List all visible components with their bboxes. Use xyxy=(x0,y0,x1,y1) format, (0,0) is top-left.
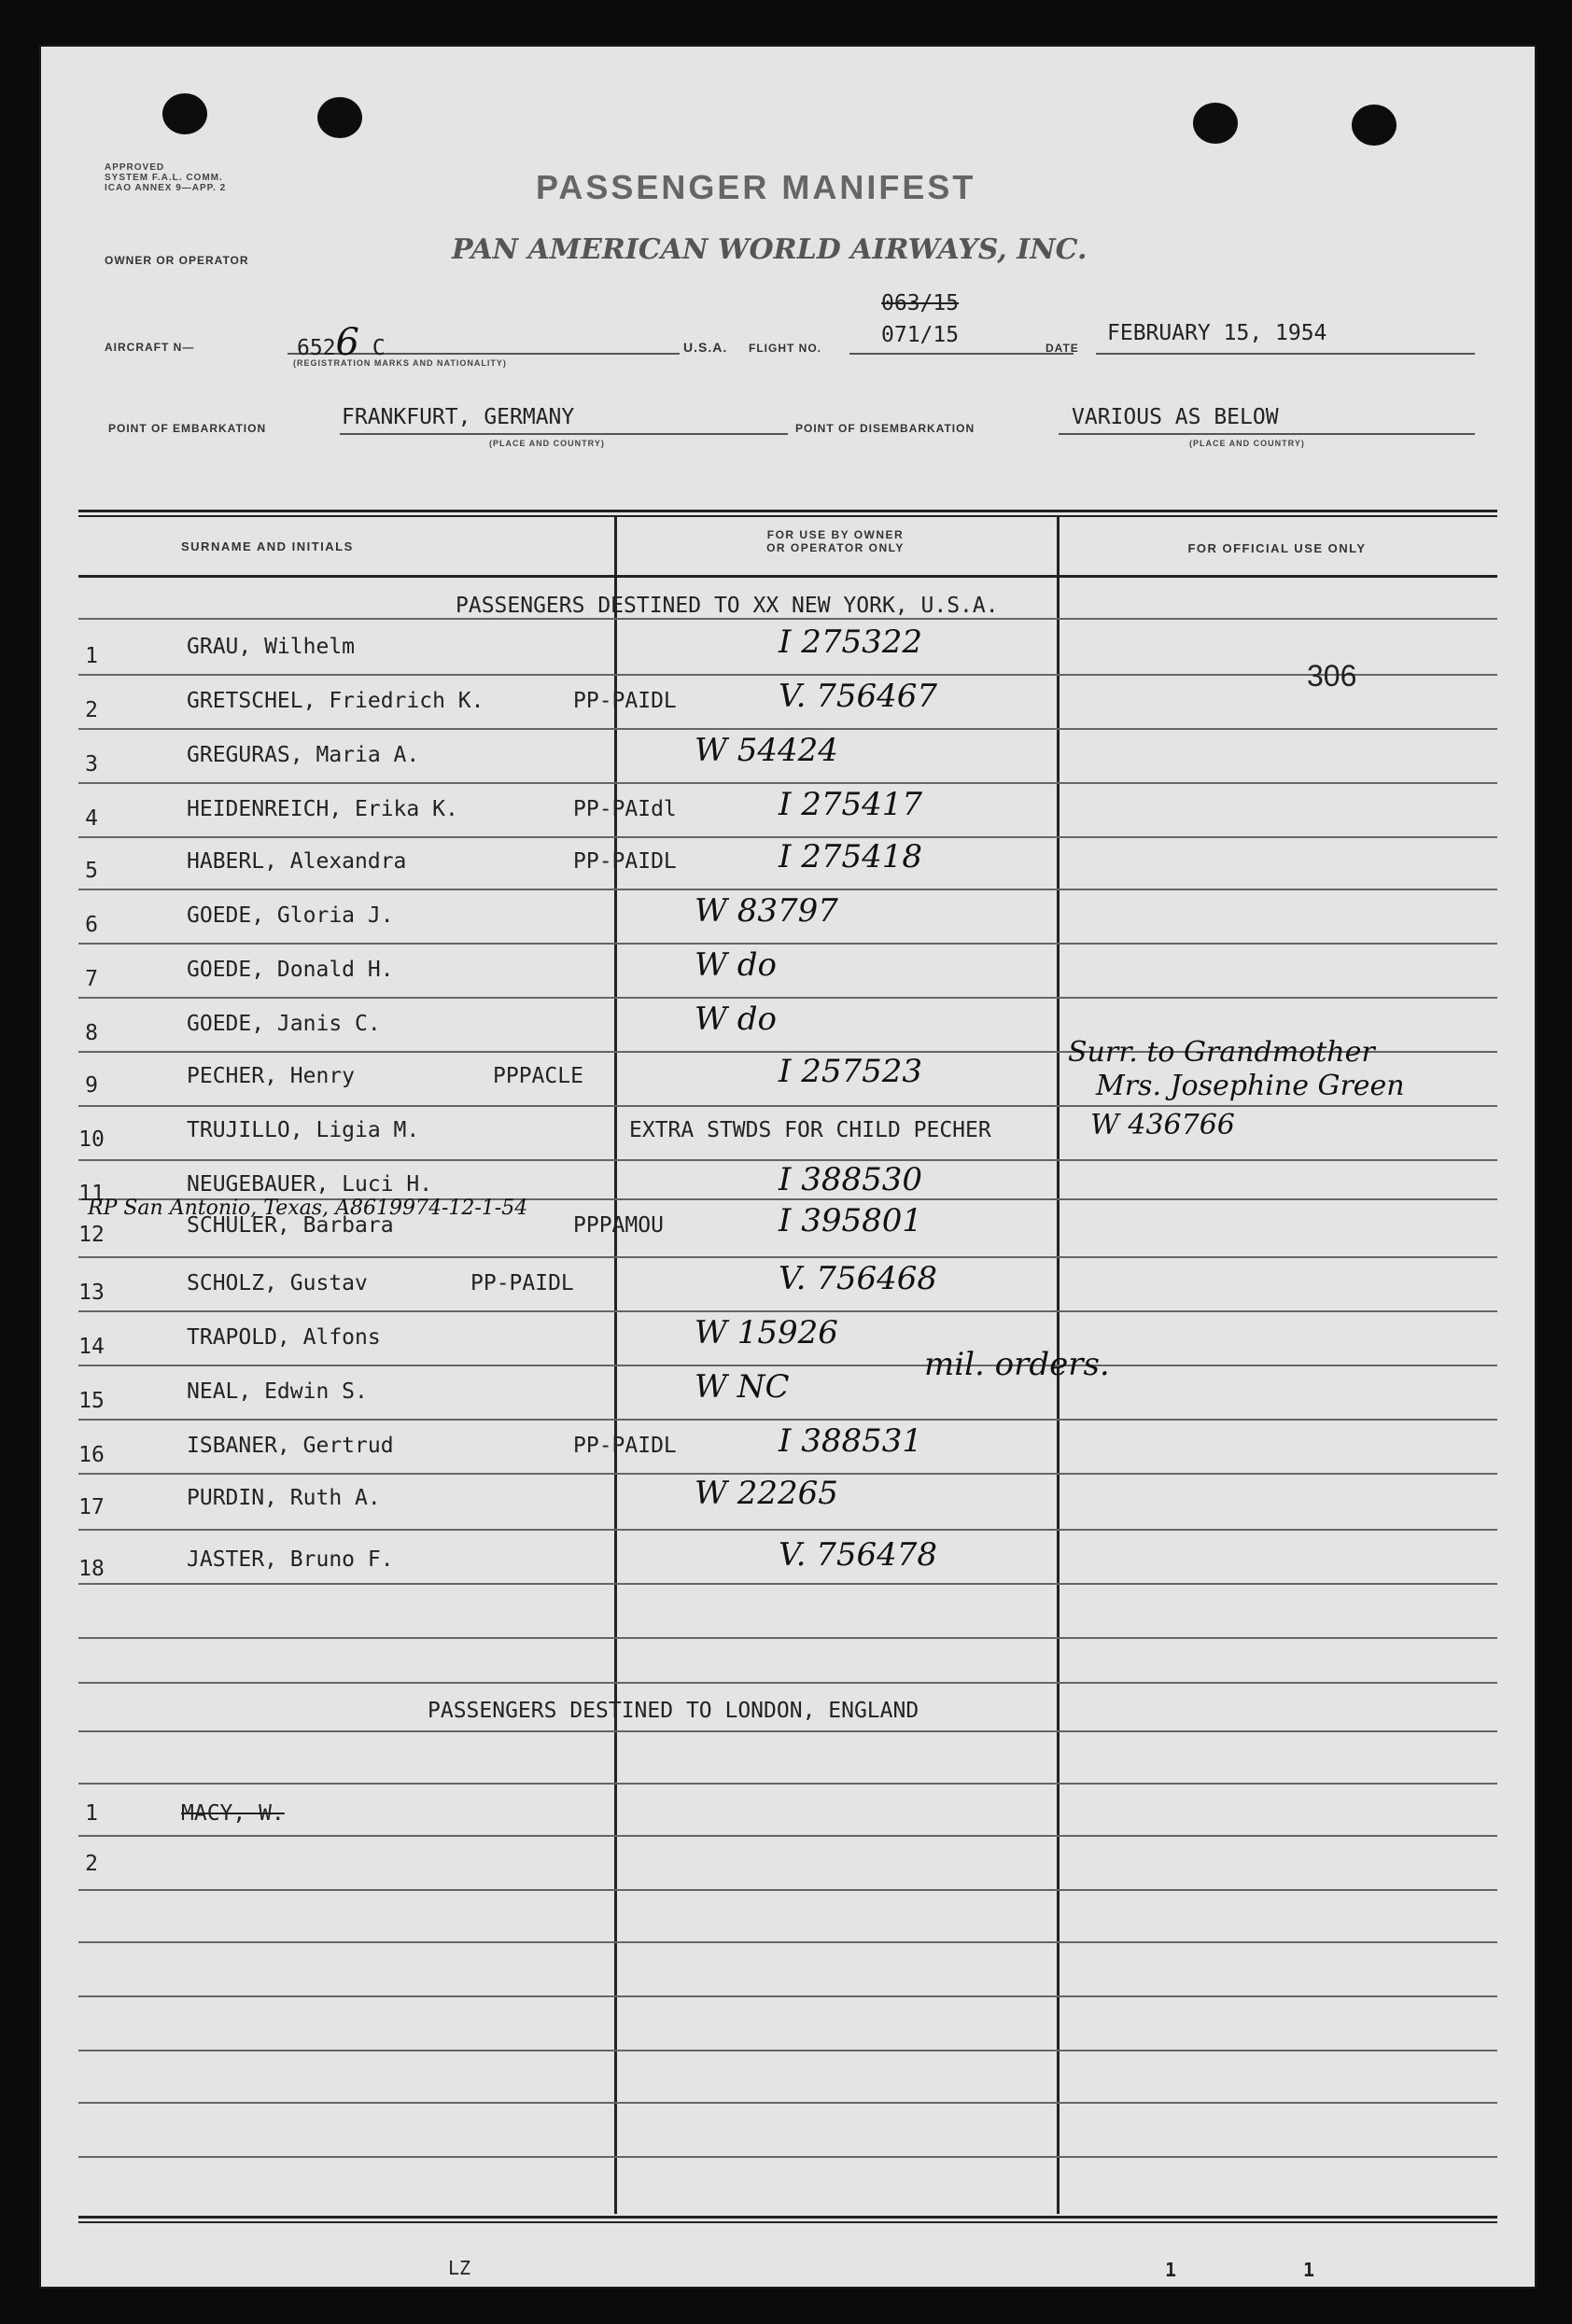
owner-label: OWNER OR OPERATOR xyxy=(105,254,249,267)
row-number: 5 xyxy=(85,859,98,883)
page-total: 1 xyxy=(1303,2259,1315,2281)
visa-entry: V. 756468 xyxy=(779,1260,938,1297)
rule-line xyxy=(78,1783,1497,1785)
passenger-name: GOEDE, Gloria J. xyxy=(187,903,394,928)
column-header-official: FOR OFFICIAL USE ONLY xyxy=(1187,541,1367,555)
note-margin-row12: RP San Antonio, Texas, A8619974-12-1-54 xyxy=(88,1197,528,1220)
visa-entry: I 388531 xyxy=(779,1422,923,1460)
visa-entry: V. 756478 xyxy=(779,1536,938,1574)
passenger-status: PPPAMOU xyxy=(573,1213,664,1238)
flight-label: FLIGHT NO. xyxy=(749,342,821,355)
rule-line xyxy=(78,997,1497,999)
passenger-name: PURDIN, Ruth A. xyxy=(187,1486,381,1510)
page-number: 1 xyxy=(1165,2259,1177,2281)
flight-crossed: 063/15 xyxy=(881,291,960,315)
row-number: 2 xyxy=(85,698,98,722)
rule-line xyxy=(78,1310,1497,1312)
visa-entry: W do xyxy=(695,946,777,984)
date-label: DATE xyxy=(1046,342,1079,355)
note-visa-row10: W 436766 xyxy=(1090,1109,1235,1141)
note-military-orders: mil. orders. xyxy=(924,1346,1110,1383)
passenger-name: TRUJILLO, Ligia M. xyxy=(187,1118,420,1142)
visa-entry: I 395801 xyxy=(779,1202,923,1239)
rule-line xyxy=(78,674,1497,676)
rule-line xyxy=(78,1637,1497,1639)
visa-entry: I 275417 xyxy=(779,786,923,823)
visa-entry: V. 756467 xyxy=(779,678,938,715)
punch-hole xyxy=(1352,105,1397,146)
rule-line xyxy=(78,889,1497,890)
embark-label: POINT OF EMBARKATION xyxy=(108,422,267,435)
passenger-name: ISBANER, Gertrud xyxy=(187,1434,394,1458)
rule-line xyxy=(78,1682,1497,1684)
rule-line xyxy=(78,618,1497,620)
disembark-value: VARIOUS AS BELOW xyxy=(1072,405,1279,429)
section-heading-newyork: PASSENGERS DESTINED TO XX NEW YORK, U.S.A. xyxy=(456,594,999,618)
passenger-name: HEIDENREICH, Erika K. xyxy=(187,797,458,821)
row-number: 16 xyxy=(78,1443,105,1467)
passenger-status: PP-PAIdl xyxy=(573,797,677,821)
row-number: 11 xyxy=(78,1182,105,1206)
visa-entry: I 257523 xyxy=(779,1053,923,1090)
punch-hole xyxy=(162,93,207,134)
rule-line xyxy=(78,1730,1497,1732)
rule-line xyxy=(78,1583,1497,1585)
place-caption: (PLACE AND COUNTRY) xyxy=(489,439,605,448)
visa-entry: I 275322 xyxy=(779,623,923,661)
passenger-name: NEUGEBAUER, Luci H. xyxy=(187,1172,433,1197)
row-number: 13 xyxy=(78,1281,105,1305)
visa-entry: W 15926 xyxy=(695,1314,838,1351)
passenger-status: PPPACLE xyxy=(493,1064,583,1088)
passenger-name: HABERL, Alexandra xyxy=(187,849,407,874)
passenger-status: PP-PAIDL xyxy=(470,1271,574,1295)
visa-entry: I 388530 xyxy=(779,1161,923,1198)
row-number: 6 xyxy=(85,913,98,937)
passenger-status: PP-PAIDL xyxy=(573,1434,677,1458)
row-number: 12 xyxy=(78,1223,105,1247)
visa-entry: EXTRA STWDS FOR CHILD PECHER xyxy=(629,1118,991,1142)
official-number: 306 xyxy=(1307,659,1357,693)
row-number: 2 xyxy=(85,1852,98,1876)
passenger-status: PP-PAIDL xyxy=(573,849,677,874)
rule-line xyxy=(78,1419,1497,1421)
row-number: 1 xyxy=(85,1801,98,1826)
aircraft-number: 6526 C xyxy=(297,321,386,364)
row-number: 15 xyxy=(78,1389,105,1413)
manifest-sheet xyxy=(39,45,1537,2289)
passenger-name: SCHOLZ, Gustav xyxy=(187,1271,368,1295)
row-number: 17 xyxy=(78,1495,105,1519)
rule-line xyxy=(78,1835,1497,1837)
approval-note: APPROVED SYSTEM F.A.L. COMM. ICAO ANNEX 9—APP. 2 xyxy=(105,162,227,193)
rule-line xyxy=(78,1365,1497,1366)
aircraft-label: AIRCRAFT N— xyxy=(105,341,195,354)
passenger-name: TRAPOLD, Alfons xyxy=(187,1325,381,1350)
row-number: 3 xyxy=(85,752,98,777)
place-caption: (PLACE AND COUNTRY) xyxy=(1189,439,1305,448)
rule-line xyxy=(78,728,1497,730)
column-header-surname: SURNAME AND INITIALS xyxy=(181,539,354,553)
row-number: 8 xyxy=(85,1021,98,1045)
passenger-name: PECHER, Henry xyxy=(187,1064,356,1088)
flight-date: FEBRUARY 15, 1954 xyxy=(1107,321,1327,345)
registration-caption: (REGISTRATION MARKS AND NATIONALITY) xyxy=(293,358,507,368)
row-number: 7 xyxy=(85,967,98,991)
visa-entry: W 22265 xyxy=(695,1475,838,1512)
rule-line xyxy=(78,2050,1497,2051)
visa-entry: W do xyxy=(695,1001,777,1038)
operator-name: PAN AMERICAN WORLD AIRWAYS, INC. xyxy=(452,233,1088,266)
rule-line xyxy=(78,2156,1497,2158)
visa-entry: W 54424 xyxy=(695,732,838,769)
passenger-name: SCHULER, Barbara xyxy=(187,1213,394,1238)
rule-line xyxy=(78,1941,1497,1943)
row-number: 1 xyxy=(85,644,98,668)
disembark-label: POINT OF DISEMBARKATION xyxy=(795,422,975,435)
note-surrender-line2: Mrs. Josephine Green xyxy=(1096,1070,1405,1102)
flight-number: 071/15 xyxy=(881,323,960,347)
passenger-name: GRAU, Wilhelm xyxy=(187,635,356,659)
passenger-name: GOEDE, Janis C. xyxy=(187,1012,381,1036)
footer-code: LZ xyxy=(448,2257,471,2279)
rule-line xyxy=(78,1105,1497,1107)
row-number: 9 xyxy=(85,1073,98,1098)
note-surrender-line1: Surr. to Grandmother xyxy=(1068,1036,1375,1069)
row-number: 4 xyxy=(85,806,98,831)
visa-entry: W NC xyxy=(695,1368,790,1406)
embark-value: FRANKFURT, GERMANY xyxy=(342,405,575,429)
row-number: 10 xyxy=(78,1127,105,1152)
rule-line xyxy=(78,1995,1497,1997)
row-number: 14 xyxy=(78,1335,105,1359)
rule-line xyxy=(78,782,1497,784)
passenger-name: GRETSCHEL, Friedrich K. xyxy=(187,689,484,713)
passenger-status: PP-PAIDL xyxy=(573,689,677,713)
punch-hole xyxy=(317,97,362,138)
rule-line xyxy=(78,1889,1497,1891)
passenger-name: MACY, W. xyxy=(181,1801,285,1826)
rule-line xyxy=(78,1256,1497,1258)
passenger-name: NEAL, Edwin S. xyxy=(187,1379,368,1404)
passenger-name: JASTER, Bruno F. xyxy=(187,1547,394,1572)
page-title: PASSENGER MANIFEST xyxy=(536,168,976,206)
passenger-name: GOEDE, Donald H. xyxy=(187,958,394,982)
visa-entry: W 83797 xyxy=(695,892,838,930)
column-header-owner: FOR USE BY OWNER OR OPERATOR ONLY xyxy=(766,528,905,554)
section-heading-london: PASSENGERS DESTINED TO LONDON, ENGLAND xyxy=(428,1699,919,1723)
rule-line xyxy=(78,1529,1497,1531)
row-number: 18 xyxy=(78,1557,105,1581)
punch-hole xyxy=(1193,103,1238,144)
visa-entry: I 275418 xyxy=(779,838,923,875)
country-label: U.S.A. xyxy=(683,340,728,355)
rule-line xyxy=(78,2102,1497,2104)
rule-line xyxy=(78,943,1497,945)
passenger-name: GREGURAS, Maria A. xyxy=(187,743,420,767)
